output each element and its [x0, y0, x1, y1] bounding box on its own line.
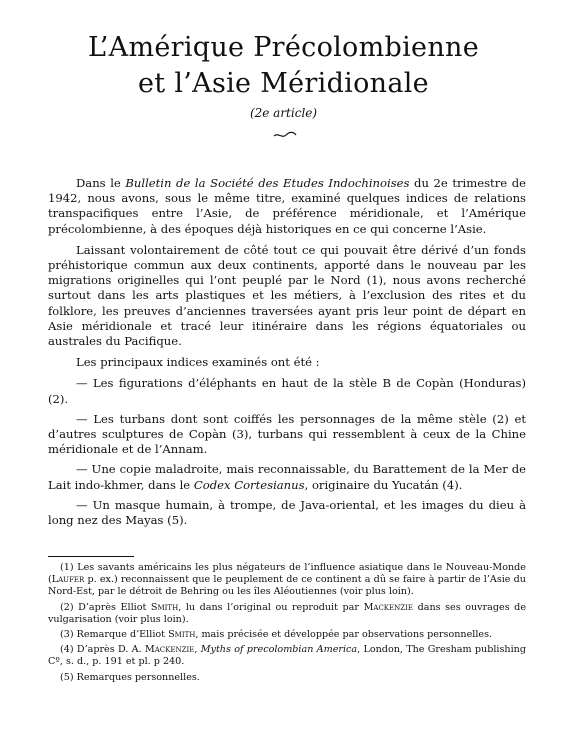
footnote-separator [48, 556, 134, 557]
article-body [48, 176, 526, 533]
list-item-elephants: — Les figurations d’éléphants en haut de la stèle B de Copàn (Honduras) (2). [48, 376, 526, 406]
fn2-text-start: (2) D’après Elliot [60, 601, 151, 613]
fn2-author-2: Mackenzie [363, 601, 414, 613]
fn4-author: Mackenzie [144, 644, 195, 656]
fn3-text-end: , mais précisée et développée par observations personnelles. [195, 629, 493, 641]
intro-text-start: Dans le [76, 176, 126, 190]
journal-title: Bulletin de la Société des Etudes Indochinoises [125, 176, 410, 190]
item3-text-start: — Une copie maladroite, mais reconnaissable, du Barattement de la Mer de Lait indo-khmer, dans le [48, 462, 526, 492]
fn4-separator: , [194, 644, 201, 656]
footnote-3 [48, 629, 526, 641]
footnote-4 [48, 644, 526, 668]
article-title [0, 30, 567, 102]
list-item-barattement [48, 462, 526, 492]
footnote-2 [48, 602, 526, 626]
list-item-mask: — Un masque humain, à trompe, de Java-oriental, et les images du dieu à long nez des Mayas (5). [48, 497, 526, 528]
list-item-turbans: — Les turbans dont sont coiffés les personnages de la même stèle (2) et d’autres sculptures de Copàn (3), turbans qui ressemblent à ceux de la Chine méridionale et de l’Annam. [48, 411, 526, 457]
flourish-ornament-icon [272, 130, 298, 140]
fn1-text-end: p. ex.) reconnaissent que le peuplement de ce continent a dû se faire à partir de l’Asie du Nord-Est, par le détroit de Behring ou les îles Aléoutiennes (voir plus loin). [48, 574, 526, 598]
fn2-text-mid: , lu dans l’original ou reproduit par [178, 601, 364, 613]
fn4-book-title: Myths of precolombian America [200, 644, 358, 656]
fn2-text-end: dans ses ouvrages de vulgarisation (voir plus loin). [48, 601, 527, 625]
article-subtitle: (2e article) [249, 106, 318, 120]
fn1-text-start: (1) Les savants américains les plus négateurs de l’influence asiatique dans le Nouveau-Monde ( [48, 562, 526, 586]
footnote-1 [48, 562, 526, 599]
fn3-text-start: (3) Remarque d’Elliot [60, 629, 169, 641]
fn4-text-end: , London, The Gresham publishing Cº, s. d., p. 191 et pl. p 240. [48, 644, 526, 668]
paragraph-list-intro: Les principaux indices examinés ont été : [76, 355, 320, 370]
fn2-author-1: Smith [150, 601, 179, 613]
fn4-text-start: (4) D’après D. A. [60, 644, 145, 656]
footnotes [48, 562, 526, 687]
fn3-author: Smith [168, 629, 196, 641]
codex-title: Codex Cortesianus [193, 477, 305, 492]
item3-text-end: , originaire du Yucatán (4). [304, 477, 463, 492]
title-line-1: L’Amérique Précolombienne [88, 32, 479, 63]
intro-text-end: du 2e trimestre de 1942, nous avons, sous le même titre, examiné quelques indices de relations transpacifiques entre l’Asie, de préférence méridionale, et l’Amérique précolombienne, à des époques déjà historiques en ce qui concerne l’Asie. [48, 176, 526, 236]
title-line-2: et l’Asie Méridionale [138, 68, 429, 99]
paragraph-intro [48, 176, 526, 237]
paragraph-method: Laissant volontairement de côté tout ce qui pouvait être dérivé d’un fonds préhistorique commun aux deux continents, apporté dans le nouveau par les migrations originelles qui l’ont peuplé par le Nord (1), nous avons recherché surtout dans les arts plastiques et les métiers, à l’exclusion des rites et du folklore, les preuves d’anciennes traversées ayant pris leur point de départ en Asie méridionale et tracé leur itinéraire dans les régions équatoriales ou australes du Pacifique. [48, 242, 526, 349]
footnote-5: (5) Remarques personnelles. [60, 671, 200, 683]
fn1-author: Laufer [51, 574, 85, 586]
